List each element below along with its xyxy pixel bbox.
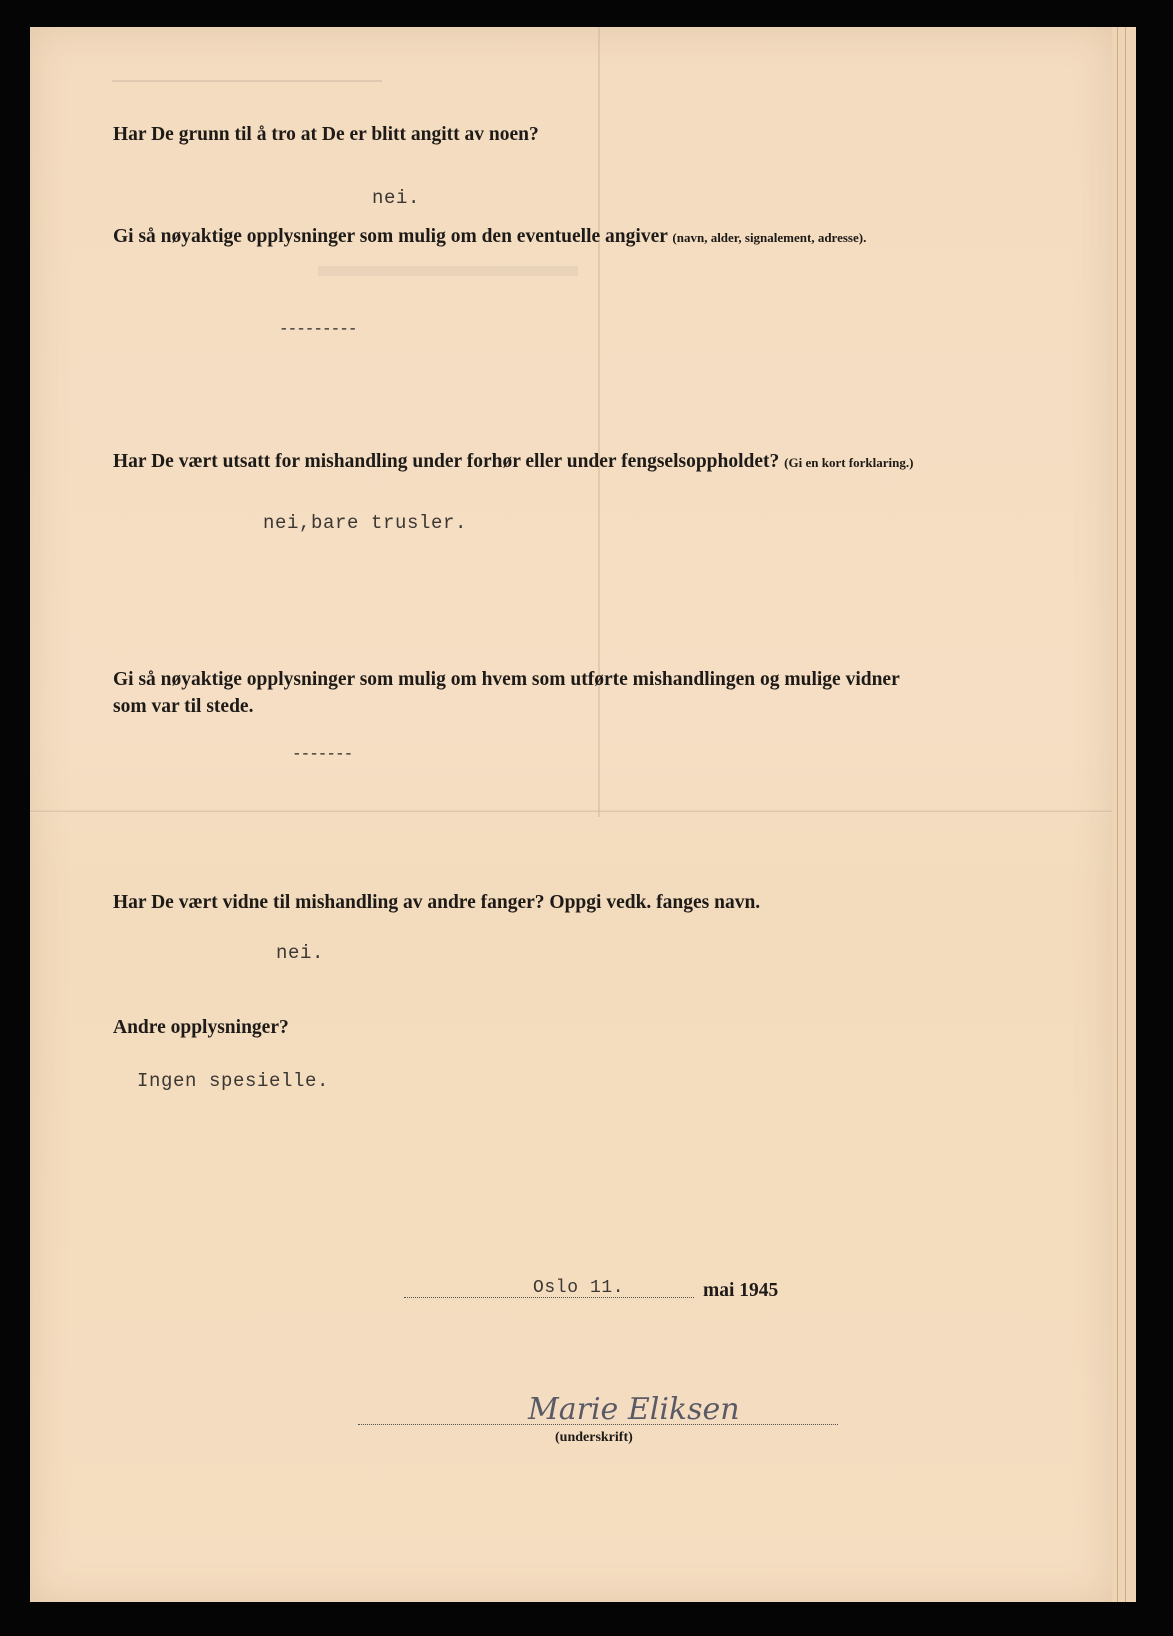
question-mistreatment-text: Har De vært utsatt for mishandling under forhør eller under fengselsoppholdet? (113, 451, 780, 472)
paper-edge-3 (1125, 27, 1136, 1602)
question-perpetrators (113, 666, 1103, 720)
fold-crease-horizontal (30, 810, 1112, 813)
answer-reported: nei. (372, 187, 421, 209)
signature-line (358, 1424, 838, 1425)
month-year: mai 1945 (703, 1280, 779, 1301)
question-informant-details (113, 223, 866, 251)
question-reported: Har De grunn til å tro at De er blitt angitt av noen? (113, 124, 539, 145)
answer-other-info: Ingen spesielle. (137, 1070, 330, 1092)
question-perpetrators-line2: som var til stede. (113, 696, 254, 717)
question-informant-text: Gi så nøyaktige opplysninger som mulig om den eventuelle angiver (113, 226, 668, 247)
signature: Marie Eliksen (528, 1392, 740, 1427)
question-informant-hint: (navn, alder, signalement, adresse). (672, 230, 867, 245)
signature-label: (underskrift) (555, 1430, 633, 1445)
question-mistreatment-hint: (Gi en kort forklaring.) (784, 455, 914, 470)
answer-mistreatment: nei,bare trusler. (263, 512, 468, 534)
question-witness: Har De vært vidne til mishandling av andre fanger? Oppgi vedk. fanges navn. (113, 892, 761, 913)
question-perpetrators-line1: Gi så nøyaktige opplysninger som mulig om hvem som utførte mishandlingen og mulige vidner (113, 669, 900, 690)
answer-witness: nei. (276, 942, 325, 964)
question-other-info: Andre opplysninger? (113, 1017, 289, 1038)
place-day: Oslo 11. (533, 1278, 625, 1298)
bleed-through-scribble (112, 66, 382, 82)
answer-perpetrators: ------- (292, 745, 353, 763)
bleed-through-band (318, 266, 578, 276)
document-page (30, 27, 1112, 1602)
answer-informant-details: --------- (279, 320, 357, 338)
question-mistreatment (113, 448, 913, 476)
